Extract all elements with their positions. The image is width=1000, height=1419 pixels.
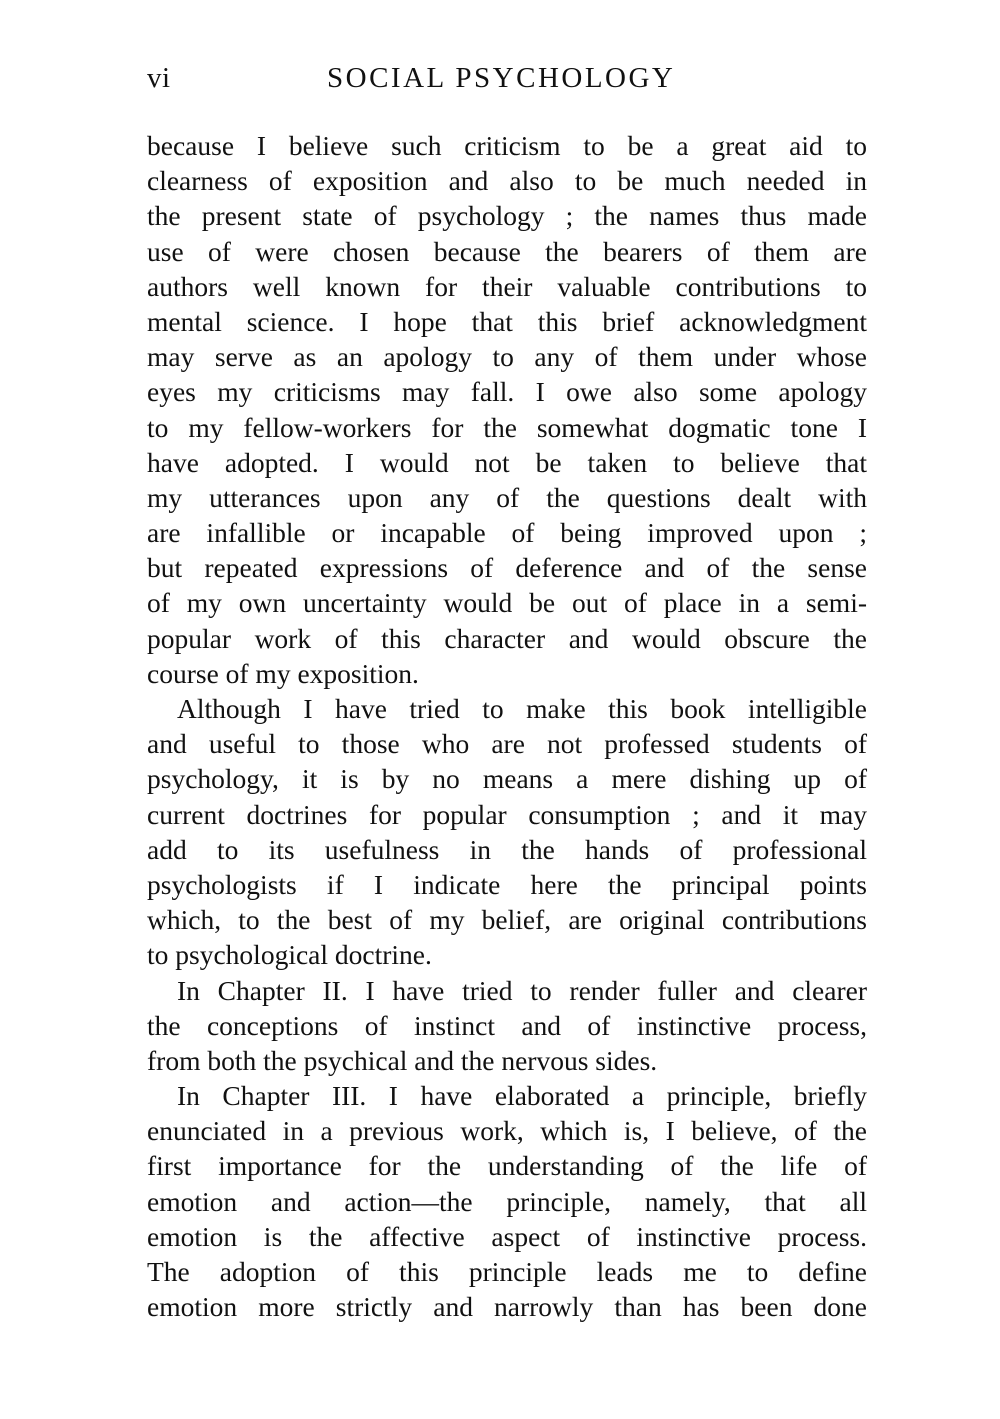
text-line: popular work of this character and would obscure the	[147, 622, 867, 654]
text-line: first importance for the understanding of the life of	[147, 1150, 867, 1182]
text-line: Although I have tried to make this book intelligible	[177, 693, 867, 724]
text-line: current doctrines for popular consumption ; and it may	[147, 798, 867, 830]
text-line: have adopted. I would not be taken to believe that	[147, 446, 867, 478]
text-line: emotion is the affective aspect of instinctive process.	[147, 1220, 867, 1252]
text-line: psychologists if I indicate here the principal points	[147, 868, 867, 900]
text-line: my utterances upon any of the questions dealt with	[147, 481, 867, 513]
text-line: mental science. I hope that this brief acknowledgment	[147, 305, 867, 337]
text-line: In Chapter III. I have elaborated a principle, briefly	[177, 1080, 867, 1112]
text-line: course of my exposition.	[147, 657, 419, 689]
text-line: add to its usefulness in the hands of professional	[147, 833, 867, 865]
text-line: emotion and action—the principle, namely, that all	[147, 1185, 867, 1217]
text-line: the conceptions of instinct and of instinctive process,	[147, 1009, 867, 1041]
page-header	[147, 62, 867, 102]
text-line: which, to the best of my belief, are original contributions	[147, 904, 867, 936]
text-line: The adoption of this principle leads me to define	[147, 1256, 867, 1287]
text-line: use of were chosen because the bearers of them are	[147, 235, 867, 267]
text-line: and useful to those who are not professed students of	[147, 728, 867, 760]
text-line: authors well known for their valuable contributions to	[147, 270, 867, 302]
text-line: because I believe such criticism to be a great aid to	[147, 130, 867, 161]
text-line: of my own uncertainty would be out of place in a semi-	[147, 587, 867, 619]
text-line: enunciated in a previous work, which is, I believe, of the	[147, 1115, 867, 1147]
text-line: eyes my criticisms may fall. I owe also some apology	[147, 376, 867, 408]
text-line: from both the psychical and the nervous sides.	[147, 1044, 658, 1076]
body-text	[147, 128, 867, 1324]
page-number: vi	[147, 62, 171, 94]
text-line: to psychological doctrine.	[147, 939, 432, 971]
text-line: are infallible or incapable of being improved upon ;	[147, 517, 867, 549]
text-line: emotion more strictly and narrowly than has been done	[147, 1291, 867, 1323]
text-line: to my fellow-workers for the somewhat dogmatic tone I	[147, 411, 867, 443]
running-head: SOCIAL PSYCHOLOGY	[327, 62, 676, 94]
text-line: psychology, it is by no means a mere dishing up of	[147, 763, 867, 795]
text-line: the present state of psychology ; the names thus made	[147, 200, 867, 232]
text-line: but repeated expressions of deference and of the sense	[147, 552, 867, 584]
text-line: In Chapter II. I have tried to render fuller and clearer	[177, 974, 867, 1006]
text-line: may serve as an apology to any of them under whose	[147, 341, 867, 373]
text-line: clearness of exposition and also to be much needed in	[147, 165, 867, 197]
